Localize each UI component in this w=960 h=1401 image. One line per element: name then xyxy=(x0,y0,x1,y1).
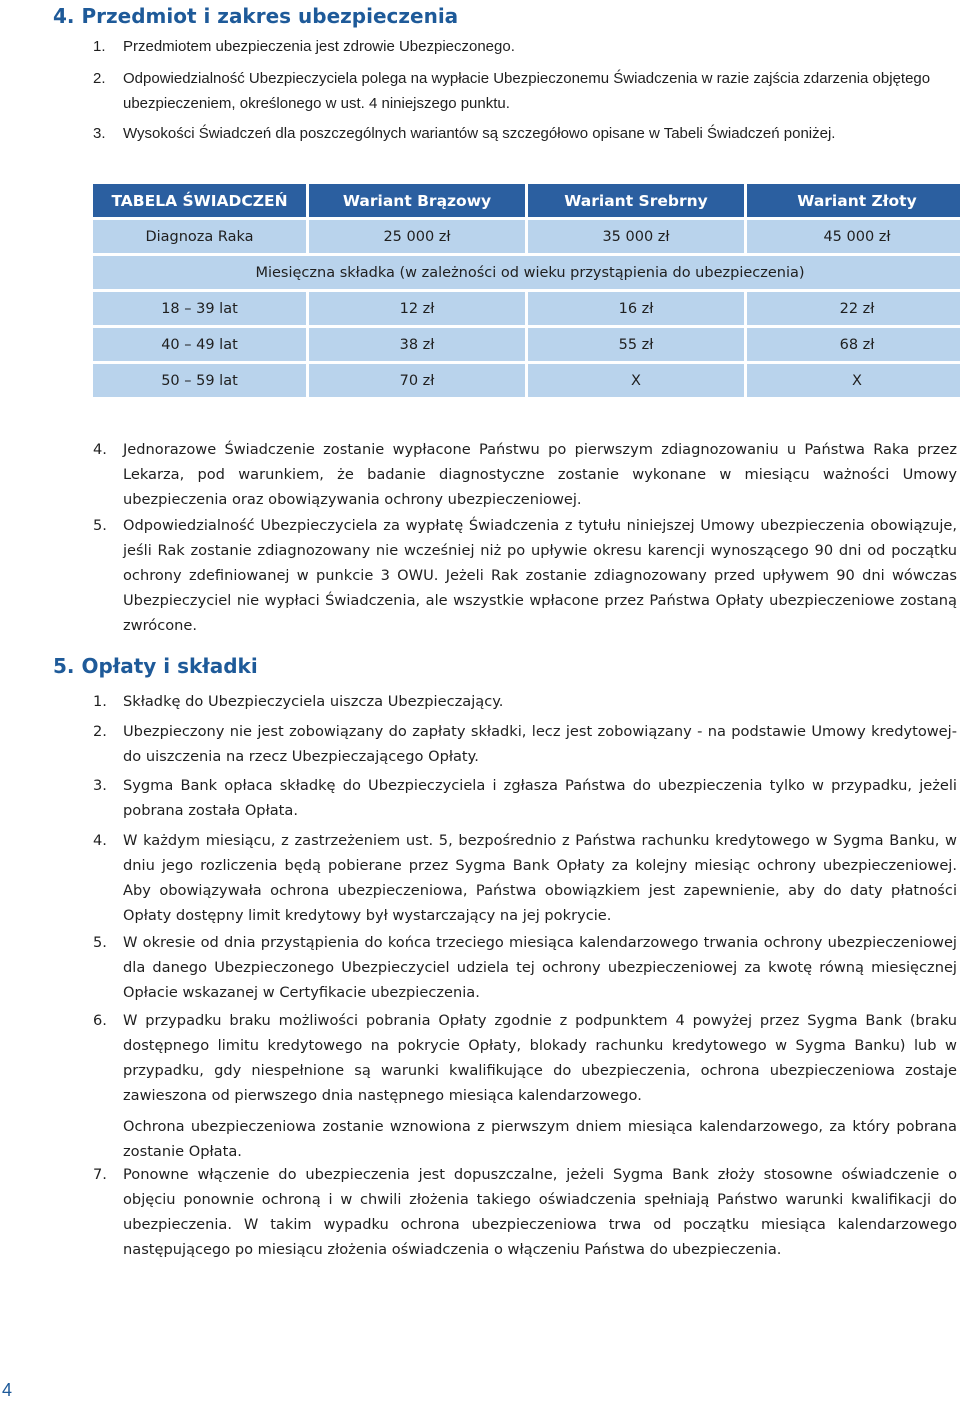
table-header-cell: Wariant Srebrny xyxy=(528,184,744,217)
list-item-number: 6. xyxy=(93,1012,107,1029)
list-item xyxy=(93,719,957,769)
table-cell: 50 – 59 lat xyxy=(93,364,306,397)
list-item-text: Wysokości Świadczeń dla poszczególnych wariantów są szczegółowo opisane w Tabeli Świadczeń poniżej. xyxy=(123,125,836,142)
table-cell: 12 zł xyxy=(309,292,525,325)
table-cell: 35 000 zł xyxy=(528,220,744,253)
list-item-text: Jednorazowe Świadczenie zostanie wypłacone Państwu po pierwszym zdiagnozowaniu u Państwa Raka przez Lekarza, pod warunkiem, że badanie diagnostyczne zostanie wykonane w miesiącu ważności Umowy ubezpieczenia oraz obowiązywania ochrony ubezpieczeniowej. xyxy=(123,441,957,508)
list-item-text: W okresie od dnia przystąpienia do końca trzeciego miesiąca kalendarzowego trwania ochrony ubezpieczeniowej dla danego Ubezpieczonego Ubezpieczyciel udziela tej ochrony ubezpieczeniowej za kwotę równą miesięcznej Opłacie wskazanej w Certyfikacie ubezpieczenia. xyxy=(123,934,957,1001)
table-row xyxy=(93,364,960,397)
table-cell: 25 000 zł xyxy=(309,220,525,253)
list-item-number: 3. xyxy=(93,125,106,142)
table-row xyxy=(93,256,960,289)
list-item-number: 3. xyxy=(93,777,107,794)
table-cell: 38 zł xyxy=(309,328,525,361)
list-item xyxy=(93,1162,957,1262)
list-item-number: 1. xyxy=(93,38,106,55)
list-item-number: 2. xyxy=(93,723,107,740)
table-row xyxy=(93,292,960,325)
list-item xyxy=(93,930,957,1005)
table-header-cell: TABELA ŚWIADCZEŃ xyxy=(93,184,306,217)
list-item xyxy=(93,513,957,638)
table-cell: Diagnoza Raka xyxy=(93,220,306,253)
table-cell: 55 zł xyxy=(528,328,744,361)
list-item-text: Przedmiotem ubezpieczenia jest zdrowie Ubezpieczonego. xyxy=(123,38,515,55)
list-item-number: 4. xyxy=(93,832,107,849)
list-item xyxy=(93,121,957,146)
premium-caption-cell: Miesięczna składka (w zależności od wieku przystąpienia do ubezpieczenia) xyxy=(93,256,960,289)
list-item-text: Odpowiedzialność Ubezpieczyciela polega na wypłacie Ubezpieczonemu Świadczenia w razie zajścia zdarzenia objętego ubezpieczeniem, określonego w ust. 4 niniejszego punktu. xyxy=(123,70,931,112)
table-header-row xyxy=(93,184,960,217)
table-cell: X xyxy=(747,364,960,397)
list-item-number: 5. xyxy=(93,934,107,951)
page-number: 4 xyxy=(2,1380,13,1400)
list-item xyxy=(93,773,957,823)
list-item-number: 2. xyxy=(93,70,106,87)
table-cell: 16 zł xyxy=(528,292,744,325)
list-item xyxy=(93,437,957,512)
table-cell: 45 000 zł xyxy=(747,220,960,253)
section-5-title: 5. Opłaty i składki xyxy=(53,654,258,678)
list-item-number: 7. xyxy=(93,1166,107,1183)
list-item-number: 4. xyxy=(93,441,107,458)
list-item-number: 1. xyxy=(93,693,107,710)
list-item xyxy=(93,689,957,714)
list-item xyxy=(93,66,957,116)
table-cell: 18 – 39 lat xyxy=(93,292,306,325)
list-item-text: Składkę do Ubezpieczyciela uiszcza Ubezpieczający. xyxy=(123,693,504,710)
list-item-number: 5. xyxy=(93,517,107,534)
list-item-text: Sygma Bank opłaca składkę do Ubezpieczyciela i zgłasza Państwa do ubezpieczenia tylko w przypadku, jeżeli pobrana została Opłata. xyxy=(123,777,957,819)
table-cell: 22 zł xyxy=(747,292,960,325)
table-cell: 40 – 49 lat xyxy=(93,328,306,361)
table-header-cell: Wariant Brązowy xyxy=(309,184,525,217)
list-item-text-continued: Ochrona ubezpieczeniowa zostanie wznowiona z pierwszym dniem miesiąca kalendarzowego, za który pobrana zostanie Opłata. xyxy=(123,1118,957,1160)
list-item-text: W przypadku braku możliwości pobrania Opłaty zgodnie z podpunktem 4 powyżej przez Sygma Bank (braku dostępnego limitu kredytowego na pokrycie Opłaty, blokady rachunku kredytowego w Sygma Banku) lub w przypadku, gdy niespełnione są warunki kwalifikujące do ubezpieczenia, ochrona ubezpieczeniowa zostaje zawieszona od pierwszego dnia następnego miesiąca kalendarzowego. xyxy=(123,1012,957,1104)
table-cell: 70 zł xyxy=(309,364,525,397)
table-row xyxy=(93,328,960,361)
list-item-text: Ponowne włączenie do ubezpieczenia jest dopuszczalne, jeżeli Sygma Bank złoży stosowne oświadczenie o objęciu ponownie ochroną i w chwili złożenia takiego oświadczenia spełniają Państwo warunki kwalifikacji do ubezpieczenia. W takim wypadku ochrona ubezpieczeniowa trwa od początku miesiąca kalendarzowego następującego po miesiącu złożenia oświadczenia o włączeniu Państwa do ubezpieczenia. xyxy=(123,1166,957,1258)
benefits-table xyxy=(90,181,960,400)
table-cell: 68 zł xyxy=(747,328,960,361)
list-item xyxy=(93,34,957,59)
table-cell: X xyxy=(528,364,744,397)
list-item xyxy=(93,1008,957,1164)
list-item-text: Ubezpieczony nie jest zobowiązany do zapłaty składki, lecz jest zobowiązany - na podstawie Umowy kredytowej- do uiszczenia na rzecz Ubezpieczającego Opłaty. xyxy=(123,723,957,765)
table-header-cell: Wariant Złoty xyxy=(747,184,960,217)
list-item-text: Odpowiedzialność Ubezpieczyciela za wypłatę Świadczenia z tytułu niniejszej Umowy ubezpieczenia obowiązuje, jeśli Rak zostanie zdiagnozowany nie wcześniej niż po upływie okresu karencji wynoszącego 90 dni od początku ochrony zdefiniowanej w punkcie 3 OWU. Jeżeli Rak zostanie zdiagnozowany przed upływem 90 dni wówczas Ubezpieczyciel nie wypłaci Świadczenia, ale wszystkie wpłacone przez Państwa Opłaty ubezpieczeniowe zostaną zwrócone. xyxy=(123,517,957,634)
list-item xyxy=(93,828,957,928)
section-4-title: 4. Przedmiot i zakres ubezpieczenia xyxy=(53,4,459,28)
table-row xyxy=(93,220,960,253)
list-item-text: W każdym miesiącu, z zastrzeżeniem ust. 5, bezpośrednio z Państwa rachunku kredytowego w Sygma Banku, w dniu jego rozliczenia będą pobierane przez Sygma Bank Opłaty za kolejny miesiąc ochrony ubezpieczeniowej. Aby obowiązywała ochrona ubezpieczeniowa, Państwa obowiązkiem jest zapewnienie, aby do daty płatności Opłaty dostępny limit kredytowy był wystarczający na jej pokrycie. xyxy=(123,832,957,924)
